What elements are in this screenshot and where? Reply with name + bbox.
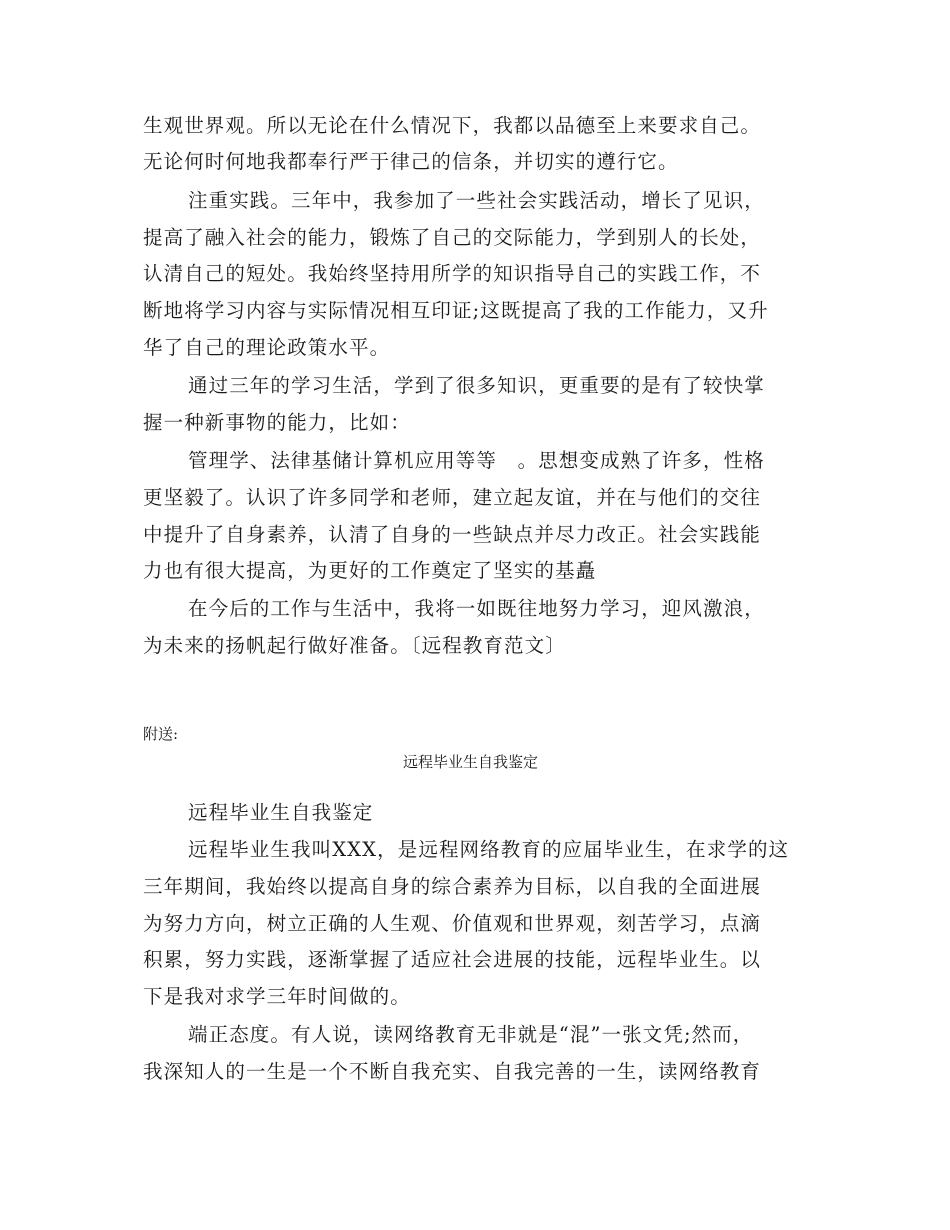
paragraph-line: 为努力方向，树立正确的人生观、价值观和世界观，刻苦学习，点滴 [143,912,762,935]
paragraph-line: 力也有很大提高，为更好的工作奠定了坚实的基矗 [143,559,597,582]
appendix-label: 附送: [143,725,179,743]
paragraph-line: 握一种新事物的能力，比如： [143,411,411,434]
appendix-title: 远程毕业生自我鉴定 [403,753,539,771]
paragraph-line: 通过三年的学习生活，学到了很多知识，更重要的是有了较快掌 [188,374,765,397]
paragraph-line: 管理学、法律基储计算机应用等等 。思想变成熟了许多，性格 [188,449,765,472]
paragraph-line: 中提升了自身素养，认清了自身的一些缺点并尽力改正。社会实践能 [143,523,762,546]
paragraph-line: 断地将学习内容与实际情况相互印证;这既提高了我的工作能力，又升 [143,299,769,322]
paragraph-line: 为未来的扬帆起行做好准备。〔远程教育范文〕 [143,634,566,657]
paragraph-line: 提高了融入社会的能力，锻炼了自己的交际能力，学到别人的长处， [143,226,762,249]
paragraph-line: 积累，努力实践，逐渐掌握了适应社会进展的技能，远程毕业生。以 [143,948,762,971]
paragraph-line: 华了自己的理论政策水平。 [143,336,391,359]
paragraph-line: 生观世界观。所以无论在什么情况下，我都以品德至上来要求自己。 [143,114,762,137]
paragraph-line: 更坚毅了。认识了许多同学和老师，建立起友谊，并在与他们的交往 [143,486,762,509]
paragraph-line: 认清自己的短处。我始终坚持用所学的知识指导自己的实践工作，不 [143,262,762,285]
paragraph-line: 远程毕业生我叫XXX，是远程网络教育的应届毕业生，在求学的这 [188,838,790,861]
paragraph-line: 在今后的工作与生活中，我将一如既往地努力学习，迎风激浪， [188,597,765,620]
paragraph-line: 无论何时何地我都奉行严于律己的信条，并切实的遵行它。 [143,150,679,173]
paragraph-line: 端正态度。有人说，读网络教育无非就是“混”一张文凭;然而， [188,1023,754,1046]
paragraph-line: 三年期间，我始终以提高自身的综合素养为目标，以自我的全面进展 [143,875,762,898]
paragraph-line: 我深知人的一生是一个不断自我充实、自我完善的一生，读网络教育 [143,1060,762,1083]
section-heading: 远程毕业生自我鉴定 [188,801,374,824]
paragraph-line: 注重实践。三年中，我参加了一些社会实践活动，增长了见识， [188,189,765,212]
paragraph-line: 下是我对求学三年时间做的。 [143,985,411,1008]
